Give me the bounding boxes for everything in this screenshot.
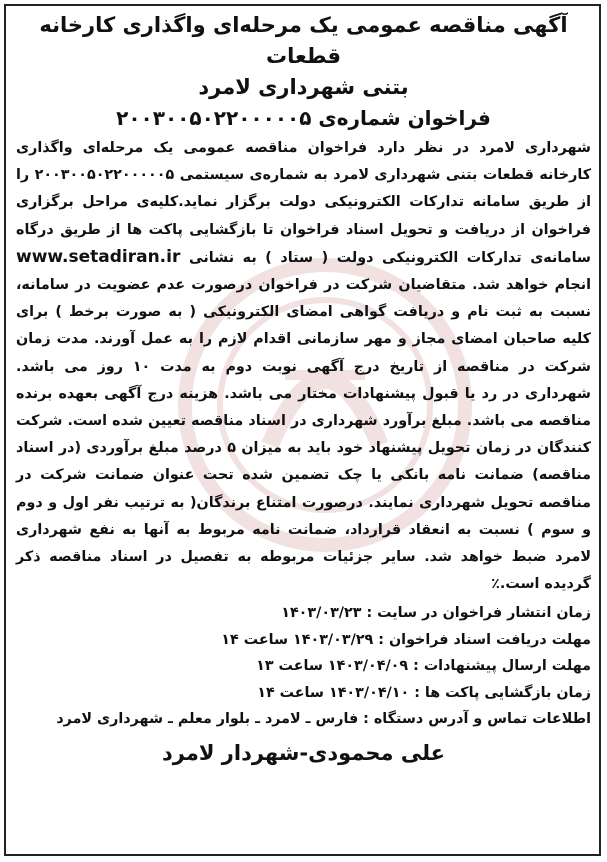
receive-deadline: مهلت دریافت اسناد فراخوان : ۱۴۰۳/۰۳/۲۹ ساعت ۱۴ — [221, 631, 591, 648]
notice-body — [16, 135, 591, 598]
opening-date: زمان بازگشایی پاکت ها : ۱۴۰۳/۰۴/۱۰ ساعت ۱۴ — [257, 684, 591, 701]
body-paragraph-1: شهرداری لامرد در نظر دارد فراخوان مناقصه عمومی یک مرحله‌ای واگذاری کارخانه قطعات بتنی شهرداری لامرد به شماره‌ی سیستمی ۲۰۰۳۰۰۵۰۲۲۰۰۰۰۰۵ را از طریق سامانه تدارکات الکترونیکی دولت برگزار نماید.کلیه‌ی مراحل برگزاری فراخوان از دریافت و تحویل اسناد فراخوان تا بازگشایی پاکت ها از طریق درگاه سامانه‌ی تدارکات الکترونیکی دولت ( ستاد ) به نشانی — [16, 140, 592, 266]
body-paragraph-2: انجام خواهد شد. متقاضیان شرکت در فراخوان درصورت عدم عضویت در سامانه، نسبت به ثبت نام و دریافت گواهی امضای الکترونیکی ( به صورت برخط ) برای کلیه صاحبان امضای مجاز و مهر سازمانی اقدام لازم را به عمل آورند. مدت زمان شرکت در مناقصه از تاریخ درج آگهی نوبت دوم به مدت ۱۰ روز می باشد. شهرداری در رد یا قبول پیشنهادات مختار می باشد. هزینه درج آگهی بعهده برنده مناقصه می باشد. مبلغ برآورد شهرداری در اسناد مناقصه تعیین شده است. شرکت کنندگان در زمان تحویل پیشنهاد خود باید به میزان ۵ درصد مبلغ برآوردی (در اسناد مناقصه) ضمانت نامه بانکی یا چک تضمین شده تحت عنوان ضمانت شرکت در مناقصه تحویل شهرداری نمایند. درصورت امتناع برندگان( به ترتیب نفر اول و دوم و سوم ) نسبت به انعقاد قرارداد، ضمانت نامه مربوط به آنها به نفع شهرداری لامرد ضبط خواهد شد. سایر جزئیات مربوطه به تفصیل در اسناد مناقصه ذکر گردیده است.٪ — [16, 277, 591, 593]
dates-list — [16, 600, 591, 733]
setad-url: www.setadiran.ir — [16, 246, 181, 267]
submit-deadline: مهلت ارسال پیشنهادات : ۱۴۰۳/۰۴/۰۹ ساعت ۱۳ — [256, 658, 591, 675]
contact-info: اطلاعات تماس و آدرس دستگاه : فارس ـ لامرد ـ بلوار معلم ـ شهرداری لامرد — [56, 711, 591, 728]
notice-title-line1: آگهی مناقصه عمومی یک مرحله‌ای واگذاری کارخانه قطعات — [39, 13, 568, 68]
call-number: فراخوان شماره‌ی ۲۰۰۳۰۰۵۰۲۲۰۰۰۰۰۵ — [116, 106, 491, 130]
notice-content — [16, 10, 591, 769]
signature: علی محمودی-شهردار لامرد — [161, 740, 446, 765]
notice-title-line2: بتنی شهرداری لامرد — [198, 75, 409, 99]
publish-date: زمان انتشار فراخوان در سایت : ۱۴۰۳/۰۳/۲۳ — [281, 605, 591, 622]
